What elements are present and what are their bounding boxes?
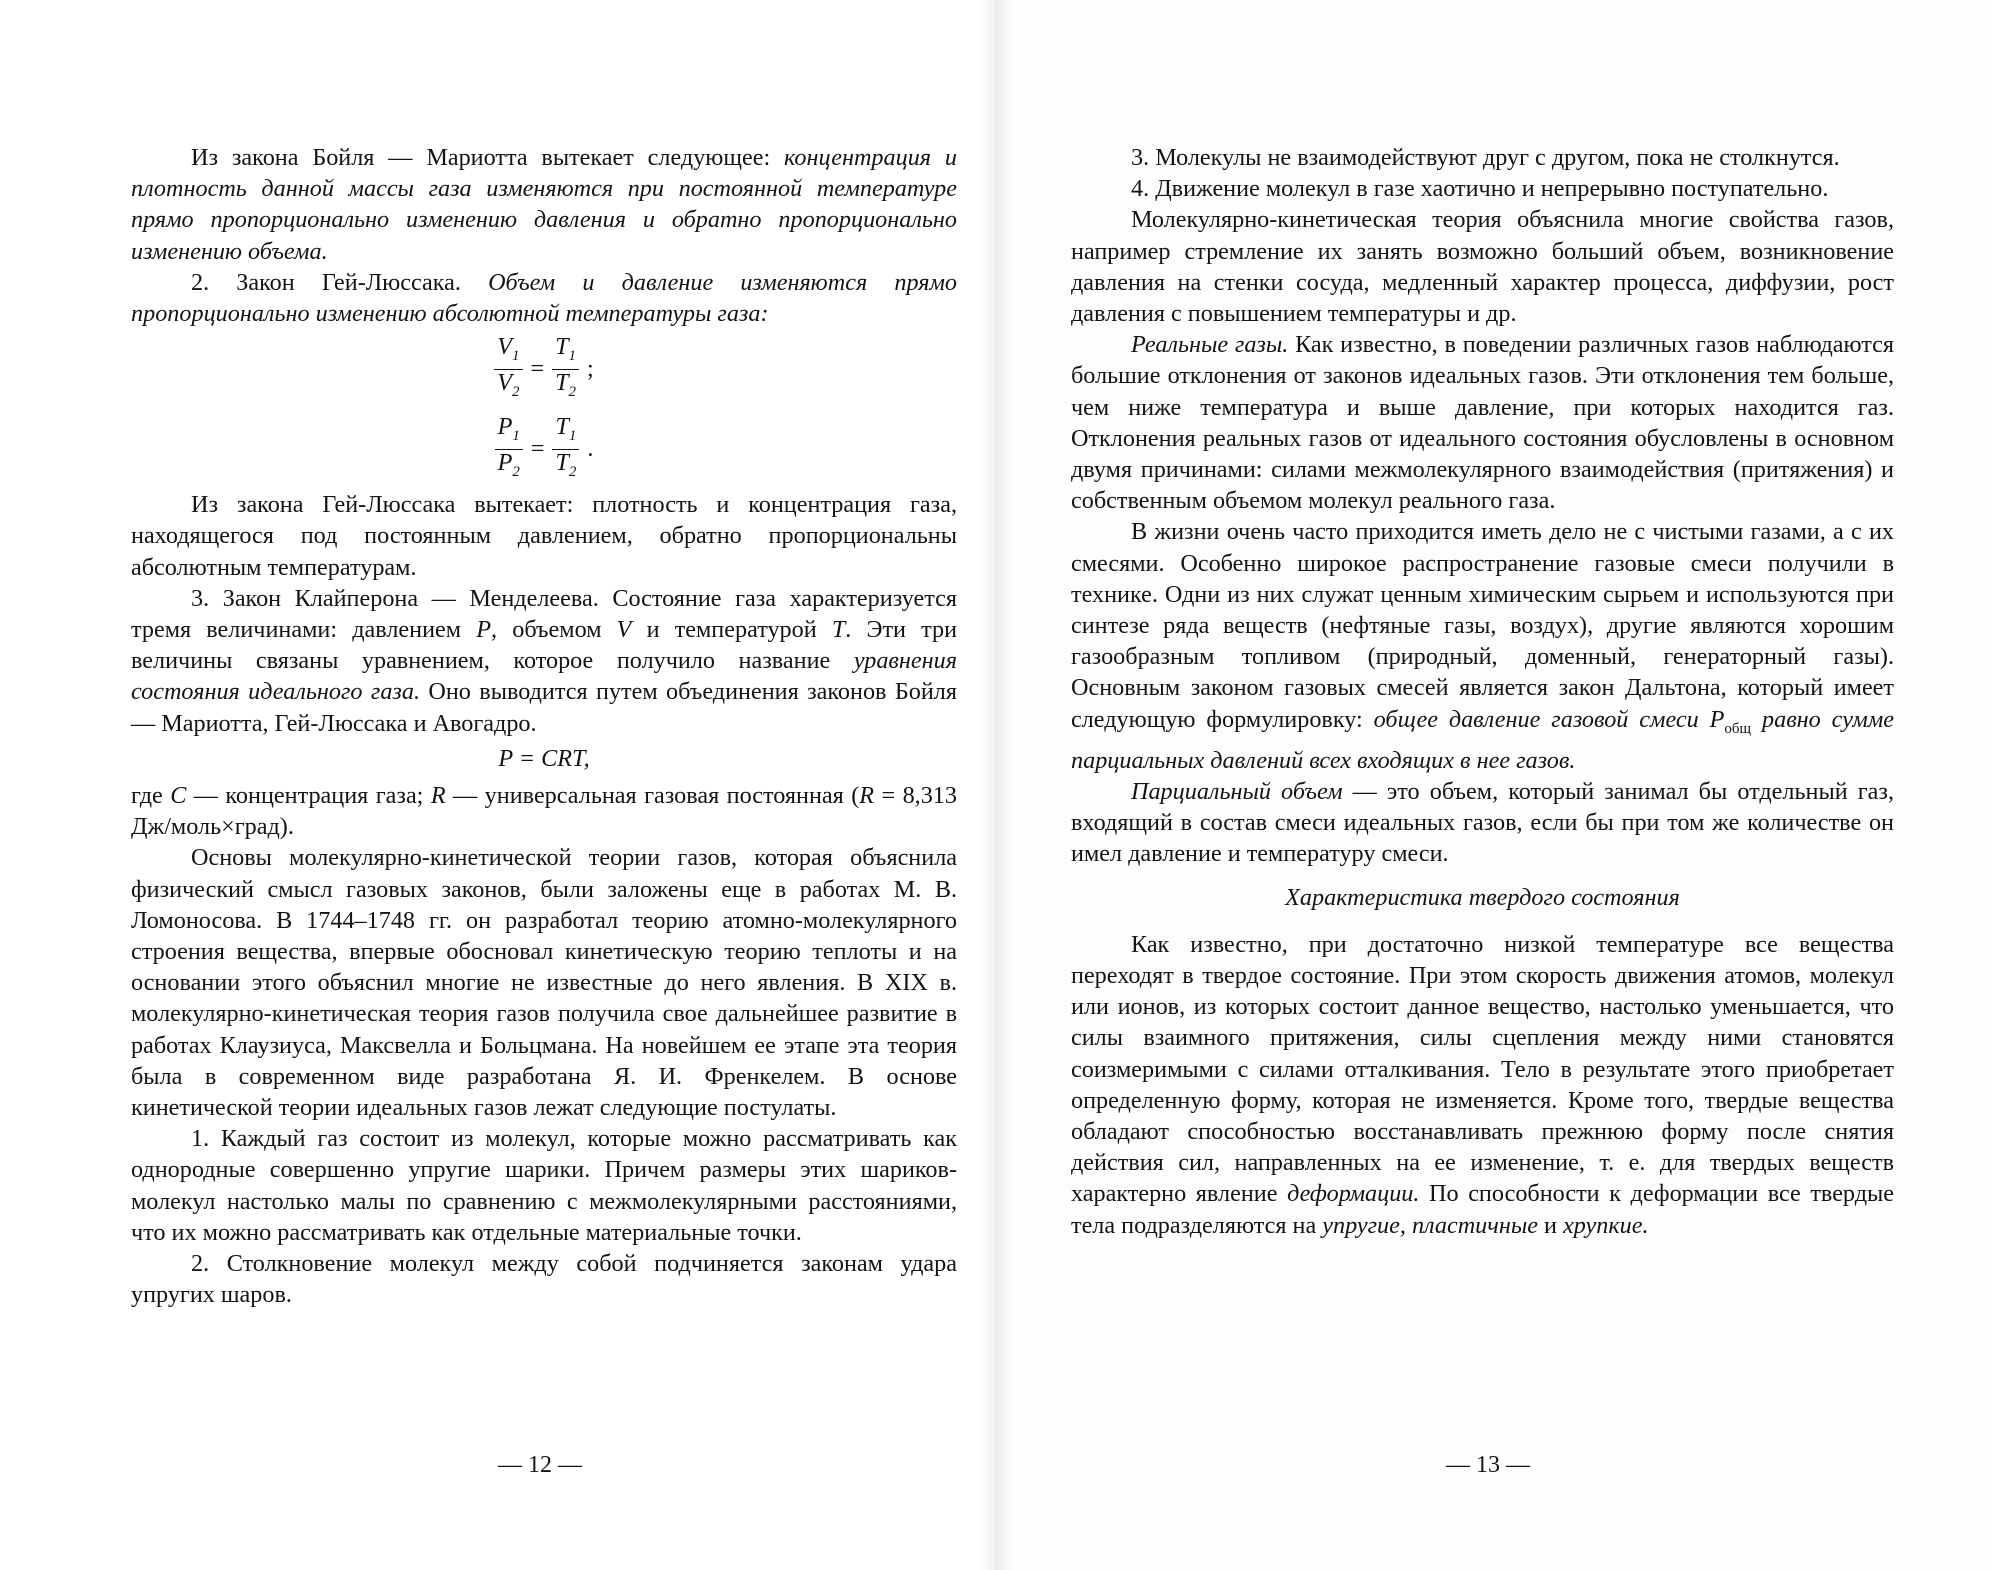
right-page: [996, 0, 1992, 1570]
page-number: — 12 —: [498, 1452, 582, 1478]
fraction: $\frac{P_1}{P_2}$: [495, 414, 523, 485]
paragraph: 1. Каждый газ состоит из молекул, которые можно рассматривать как однородные совершенно упругие шарики. Причем размеры этих шариков-молекул настолько малы по сравнению с межмолекулярными расстояниями, что их можно рассматривать как отдельные материальные точки.: [131, 1125, 957, 1246]
paragraph: 2. Закон Гей-Люссака. Объем и давление изменяются прямо пропорционально изменению абсолютной температуры газа:: [131, 268, 957, 328]
paragraph: 2. Столкновение молекул между собой подчиняется законам удара упругих шаров.: [131, 1250, 957, 1309]
fraction: $\frac{T_1}{T_2}$: [552, 414, 579, 485]
book-gutter: [980, 0, 1012, 1570]
paragraph: Из закона Гей-Люссака вытекает: плотность и концентрация газа, находящегося под постоянным давлением, обратно пропорциональны абсолютным температурам.: [131, 491, 957, 581]
paragraph: 3. Молекулы не взаимодействуют друг с другом, пока не столкнутся.: [1131, 144, 1840, 171]
fraction: $\frac{V_1}{V_2}$: [494, 334, 522, 405]
fraction: $\frac{T_1}{T_2}$: [552, 334, 579, 405]
paragraph: Молекулярно-кинетическая теория объяснила многие свойства газов, например стремление их занять возможно больший объем, возникновение давления на стенки сосуда, медленный характер процесса, диффузии, рост давления с повышением температуры и др.: [1071, 206, 1894, 328]
right-page-text: [1071, 142, 1894, 1241]
formula-pressure-temperature: $\frac{P_1}{P_2}$ = $\frac{T_1}{T_2}$ .: [131, 409, 957, 489]
formula-clapeyron: P = CRT,: [498, 744, 590, 772]
section-heading: Характеристика твердого состояния: [1285, 883, 1680, 911]
paragraph: Парциальный объем — это объем, который занимал бы отдельный газ, входящий в состав смеси идеальных газов, если бы при том же количестве он имел давление и температуру смеси.: [1071, 777, 1894, 868]
paragraph: 3. Закон Клайперона — Менделеева. Состояние газа характеризуется тремя величинами: давлением P, объемом V и температурой T. Эти три величины связаны уравнением, которое получило название уравнения состояния идеального газа. Оно выводится путем объединения законов Бойля — Мариотта, Гей-Люссака и Авогадро.: [131, 584, 958, 737]
paragraph: где C — концентрация газа; R — универсальная газовая постоянная (R = 8,313 Дж/моль×град).: [131, 782, 957, 841]
paragraph: Как известно, при достаточно низкой температуре все вещества переходят в твердое состояние. При этом скорость движения атомов, молекул или ионов, из которых состоит данное вещество, настолько уменьшается, что силы взаимного притяжения, силы сцепления между ними становятся соизмеримыми с силами отталкивания. Тело в результате этого приобретает определенную форму, которая не изменяется. Кроме того, твердые вещества обладают способностью восстанавливать прежнюю форму после снятия действия сил, направленных на ее изменение, т. е. для твердых веществ характерно явление деформации. По способности к деформации все твердые тела подразделяются на упругие, пластичные и хрупкие.: [1071, 930, 1894, 1239]
formula-volume-temperature: $\frac{V_1}{V_2}$ = $\frac{T_1}{T_2}$ ;: [131, 329, 957, 409]
paragraph: Основы молекулярно-кинетической теории газов, которая объяснила физический смысл газовых законов, были заложены еще в работах М. В. Ломоносова. В 1744–1748 гг. он разработал теорию атомно-молекулярного строения вещества, впервые обосновал кинетическую теорию теплоты и на основании этого объяснил многие не известные до него явления. В XIX в. молекулярно-кинетическая теория газов получила свое дальнейшее развитие в работах Клаузиуса, Максвелла и Больцмана. На новейшем ее этапе эта теория была в современном виде разработана Я. И. Френкелем. В основе кинетической теории идеальных газов лежат следующие постулаты.: [131, 844, 957, 1122]
left-page-text: [131, 142, 957, 1311]
paragraph: В жизни очень часто приходится иметь дело не с чистыми газами, а с их смесями. Особенно широкое распространение газовые смеси получили в технике. Одни из них служат ценным химическим сырьем и используются при синтезе ряда веществ (нефтяные газы, воздух), другие являются хорошим газообразным топливом (природный, доменный, генераторный газы). Основным законом газовых смесей является закон Дальтона, который имеет следующую формулировку: общее давление газовой смеси $P_{общ}$ равно сумме парциальных давлений всех входящих в нее газов.: [1071, 518, 1894, 774]
page-number: — 13 —: [1446, 1452, 1530, 1478]
paragraph: 4. Движение молекул в газе хаотично и непрерывно поступательно.: [1131, 175, 1829, 203]
paragraph: Из закона Бойля — Мариотта вытекает следующее: концентрация и плотность данной массы газа изменяются при постоянной температуре прямо пропорционально изменению давления и обратно пропорционально изменению объема.: [131, 144, 957, 265]
paragraph: Реальные газы. Как известно, в поведении различных газов наблюдаются большие отклонения от законов идеальных газов. Эти отклонения тем больше, чем ниже температура и выше давление, при которых находится газ. Отклонения реальных газов от идеального состояния обусловлены в основном двумя причинами: силами межмолекулярного взаимодействия (притяжения) и собственным объемом молекул реального газа.: [1071, 331, 1894, 515]
